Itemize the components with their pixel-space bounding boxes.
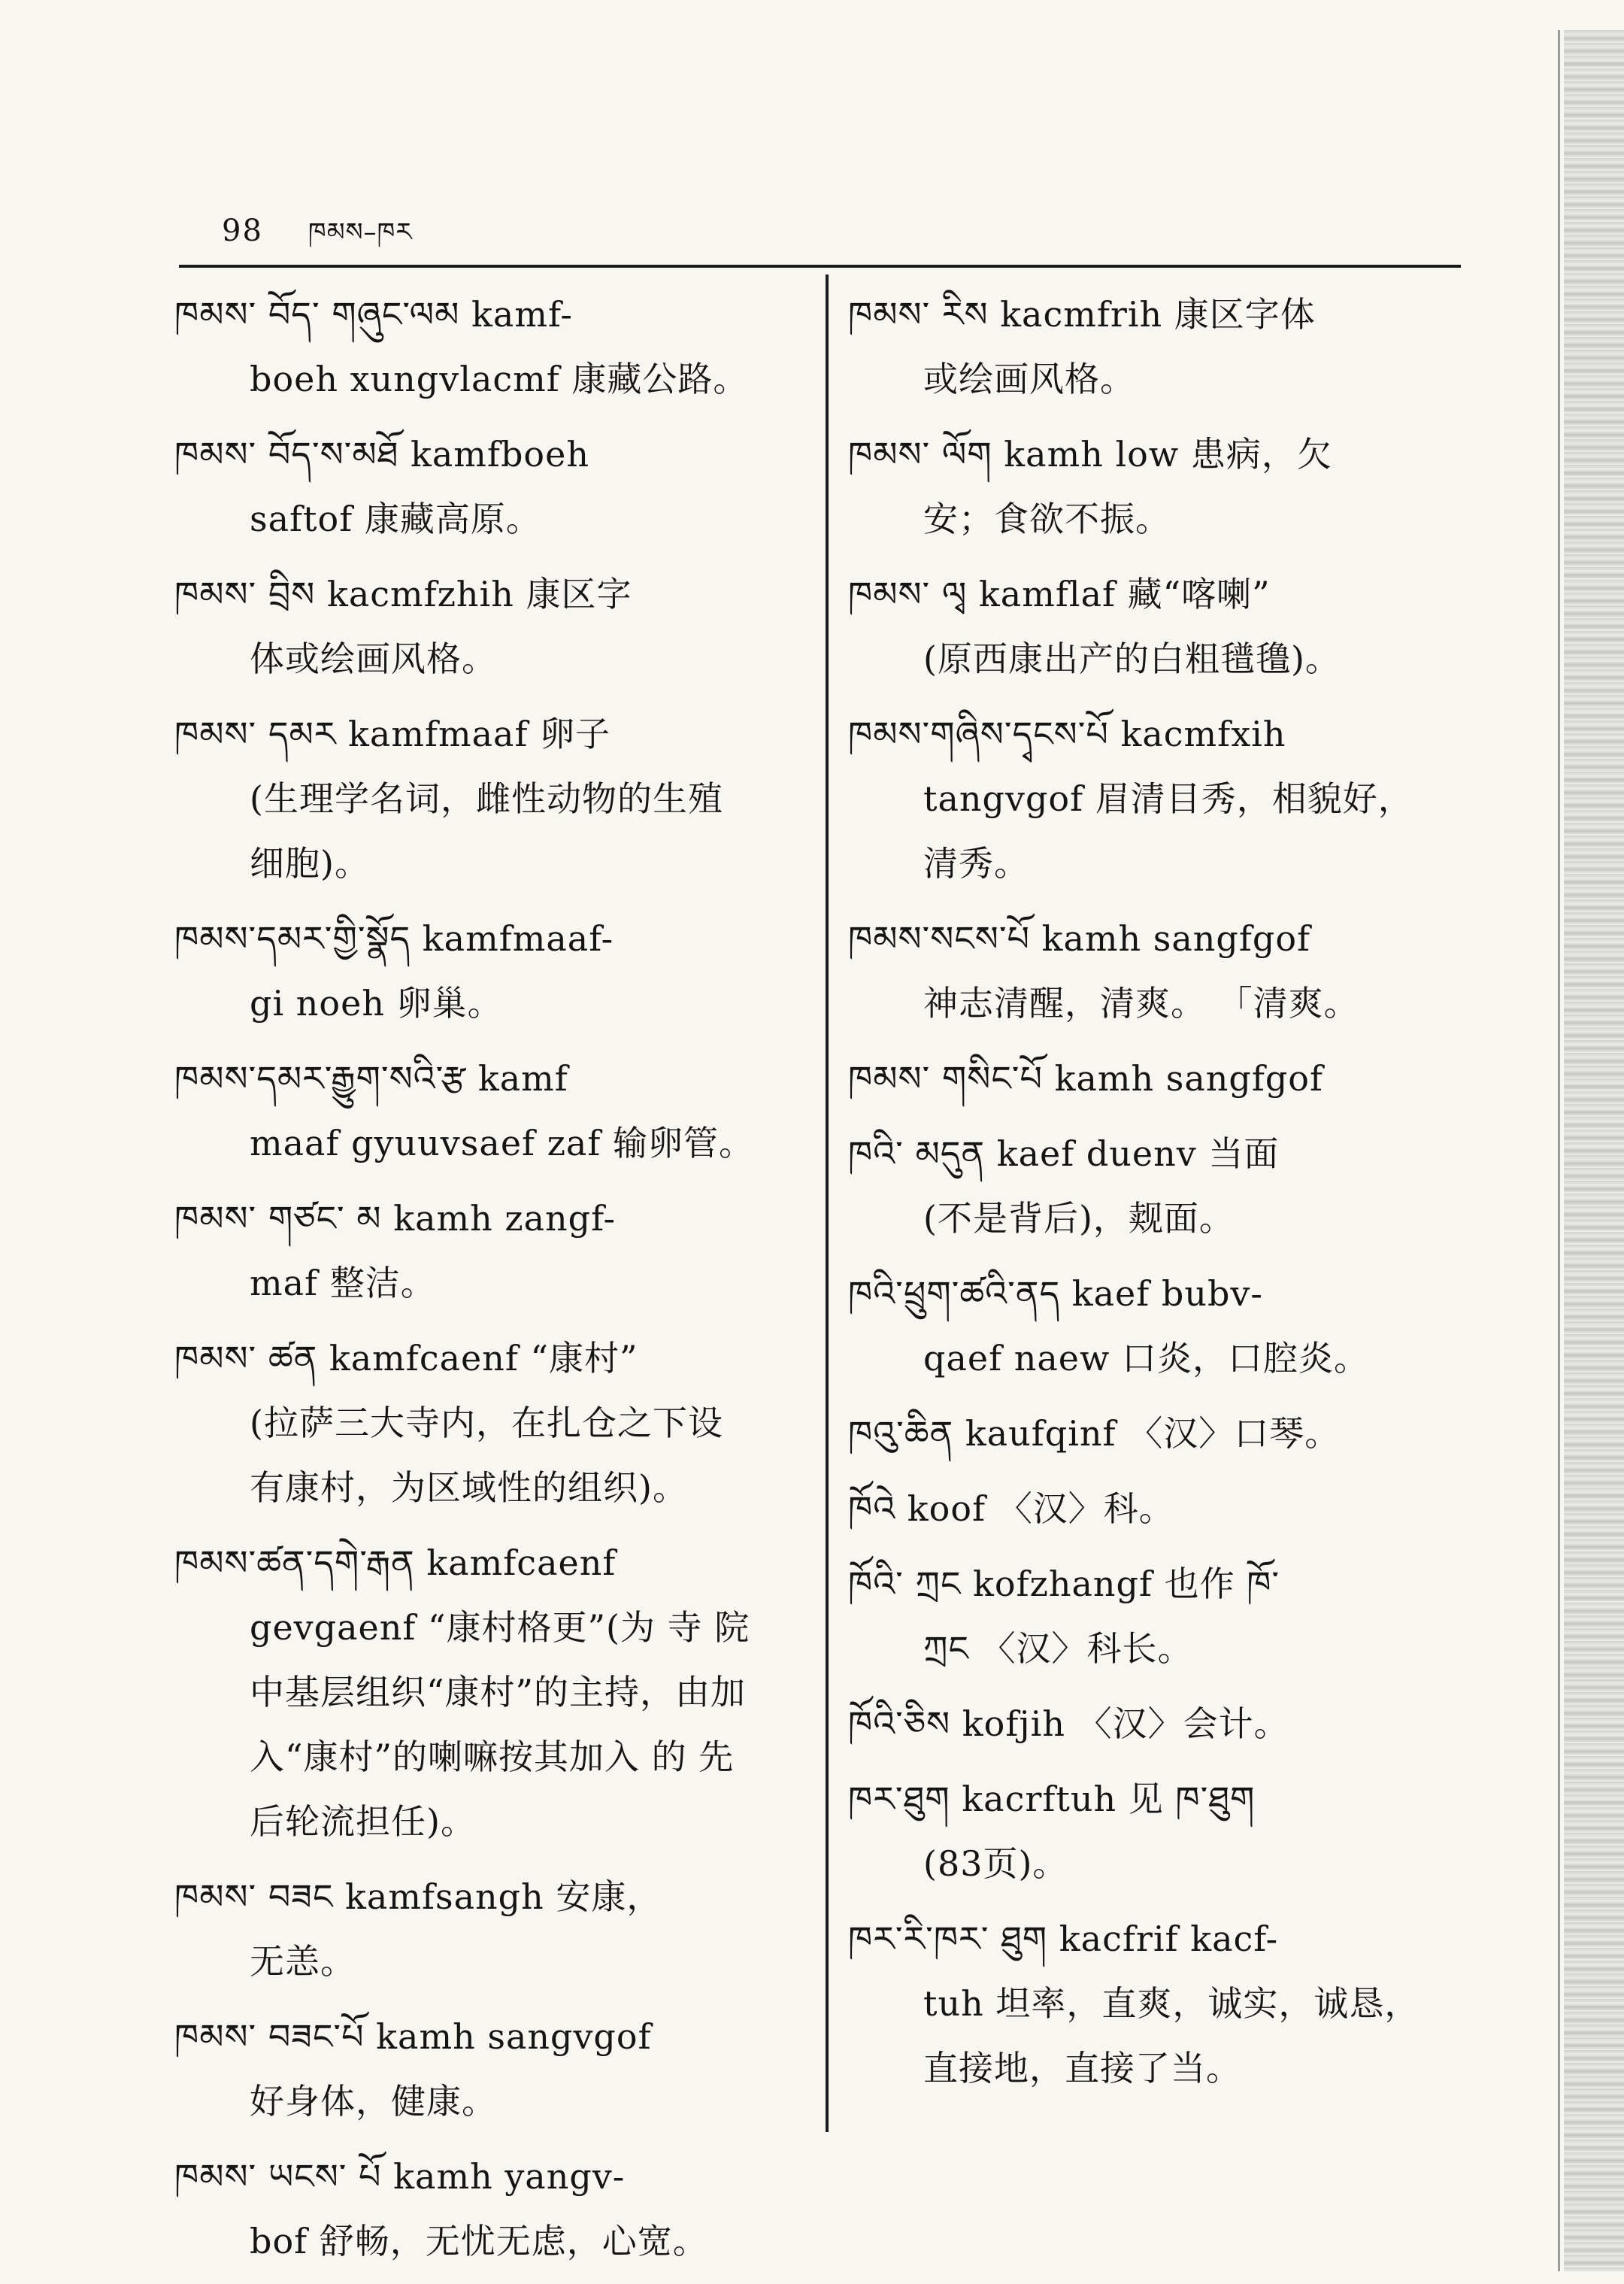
dictionary-entry [174, 906, 806, 1036]
dictionary-entry [174, 422, 806, 551]
dictionary-entry [174, 282, 806, 411]
entry-continuation: maf 整洁。 [250, 1263, 436, 1303]
entry-headline: ཁམས་ གཙང་ མ kamh zangf- [174, 1198, 617, 1239]
entry-headline: ཁམས་ཚན་དགེ་རྒན kamfcaenf [174, 1542, 617, 1583]
dictionary-entry [848, 1691, 1480, 1756]
entry-continuation: gevgaenf “康村格更”(为 寺 院 [250, 1607, 750, 1648]
entry-headline: ཁའུ་ཆིན kaufqinf 〈汉〉口琴。 [848, 1413, 1341, 1454]
dictionary-entry [174, 2004, 806, 2134]
dictionary-entry [848, 1046, 1480, 1111]
dictionary-entry [848, 1767, 1480, 1896]
entry-continuation: 细胞)。 [250, 843, 370, 884]
entry-headline: ཁམས་དམར་རྒྱུག་སའི་རྩ kamf [174, 1058, 568, 1099]
dictionary-entry [174, 2144, 806, 2273]
entry-continuation: (拉萨三大寺内，在扎仓之下设 [250, 1403, 723, 1443]
entry-continuation: 有康村，为区域性的组织)。 [250, 1467, 688, 1508]
entry-continuation: 神志清醒，清爽。 「清爽。 [923, 983, 1359, 1024]
dictionary-entry [174, 1530, 806, 1854]
entry-headline: ཁོའི་ ཀྲང kofzhangf 也作 ཁོ་ [848, 1564, 1280, 1604]
entry-continuation: 后轮流担任)。 [250, 1801, 476, 1842]
entry-continuation: (83页)。 [923, 1843, 1068, 1884]
entry-continuation: (生理学名词，雌性动物的生殖 [250, 778, 723, 819]
entry-headline: ཁམས་ གསིང་པོ kamh sangfgof [848, 1058, 1324, 1099]
dictionary-entry [848, 1906, 1480, 2100]
dictionary-entry [174, 1046, 806, 1175]
entry-headline: ཁམས་ བོད་ས་མཐོ kamfboeh [174, 434, 589, 475]
entry-continuation: qaef naew 口炎，口腔炎。 [923, 1338, 1370, 1379]
entry-continuation: 直接地，直接了当。 [923, 2048, 1241, 2088]
entry-continuation: 清秀。 [923, 843, 1029, 884]
entry-headline: ཁར་ཐུག kacrftuh 见 ཁ་ཐུག [848, 1779, 1256, 1819]
dictionary-entry [848, 562, 1480, 691]
dictionary-entry [848, 422, 1480, 551]
entry-continuation: maaf gyuuvsaef zaf 输卵管。 [250, 1123, 754, 1163]
entry-headline: ཁོའི་ཅིས kofjih 〈汉〉会计。 [848, 1703, 1289, 1744]
dictionary-entry [174, 702, 806, 896]
scan-edge-line [1558, 30, 1560, 2271]
entry-continuation: bof 舒畅，无忧无虑，心宽。 [250, 2221, 708, 2261]
entry-headline: ཁའི་ མདུན kaef duenv 当面 [848, 1133, 1280, 1174]
entry-continuation: 入“康村”的喇嘛按其加入 的 先 [250, 1737, 735, 1777]
entry-headline: ཁམས་ བཟང་པོ kamh sangvgof [174, 2016, 652, 2057]
entry-continuation: tangvgof 眉清目秀，相貌好， [923, 778, 1413, 819]
dictionary-entry [848, 1121, 1480, 1251]
dictionary-entry [848, 1551, 1480, 1681]
entry-headline: ཁའི་ཕྲུག་ཚའི་ནད kaef bubv- [848, 1273, 1263, 1314]
entry-continuation: 安；食欲不振。 [923, 499, 1171, 539]
column-divider [826, 275, 829, 2132]
entry-headline: ཁམས་གཞིས་དྭངས་པོ kacmfxih [848, 714, 1286, 754]
entry-headline: ཁམས་ ལྭ kamflaf 藏“喀喇” [848, 574, 1271, 614]
entry-continuation: tuh 坦率，直爽，诚实，诚恳， [923, 1983, 1420, 2024]
entry-continuation: (不是背后)，觌面。 [923, 1198, 1235, 1239]
entry-continuation: (原西康出产的白粗氆氇)。 [923, 638, 1341, 679]
entry-continuation: gi noeh 卵巢。 [250, 983, 503, 1024]
dictionary-entry [174, 1864, 806, 1994]
dictionary-entry [848, 906, 1480, 1036]
entry-continuation: 中基层组织“康村”的主持，由加 [250, 1672, 747, 1712]
running-head: ཁམས–ཁར [308, 217, 413, 247]
dictionary-entry [848, 1476, 1480, 1541]
left-column [174, 282, 806, 2284]
entry-headline: ཁམས་ ཡངས་ པོ kamh yangv- [174, 2156, 626, 2197]
entry-continuation: boeh xungvlacmf 康藏公路。 [250, 359, 749, 399]
entry-headline: ཁམས་ དམར kamfmaaf 卵子 [174, 714, 611, 754]
entry-headline: ཁར་རི་ཁར་ ཐུག kacfrif kacf- [848, 1918, 1279, 1959]
entry-headline: ཁམས་ བོད་ གཞུང་ལམ kamf- [174, 294, 573, 335]
entry-headline: ཁམས་ བཟང kamfsangh 安康， [174, 1876, 662, 1917]
entry-headline: ཁོའེ koof 〈汉〉科。 [848, 1488, 1174, 1529]
entry-continuation: 或绘画风格。 [923, 359, 1135, 399]
right-column [848, 282, 1480, 2111]
page-number: 98 [222, 214, 263, 248]
dictionary-entry [848, 1401, 1480, 1466]
entry-continuation: saftof 康藏高原。 [250, 499, 541, 539]
dictionary-entry [848, 702, 1480, 896]
header-rule [179, 265, 1461, 268]
entry-headline: ཁམས་ བྲིས kacmfzhih 康区字 [174, 574, 632, 614]
scan-edge [1564, 30, 1624, 2271]
dictionary-entry [174, 1326, 806, 1520]
entry-headline: ཁམས་སངས་པོ kamh sangfgof [848, 918, 1311, 959]
entry-headline: ཁམས་དམར་གྱི་སྣོད kamfmaaf- [174, 918, 614, 959]
entry-headline: ཁམས་ ལོག kamh low 患病，欠 [848, 434, 1332, 475]
entry-continuation: 好身体，健康。 [250, 2081, 497, 2122]
dictionary-entry [848, 1261, 1480, 1391]
entry-continuation: 体或绘画风格。 [250, 638, 497, 679]
dictionary-entry [848, 282, 1480, 411]
entry-continuation: ཀྲང 〈汉〉科长。 [923, 1628, 1193, 1669]
dictionary-entry [174, 1186, 806, 1315]
entry-headline: ཁམས་ རིས kacmfrih 康区字体 [848, 294, 1316, 335]
dictionary-entry [174, 562, 806, 691]
entry-continuation: 无恙。 [250, 1941, 356, 1982]
entry-headline: ཁམས་ ཚན kamfcaenf “康村” [174, 1338, 638, 1379]
